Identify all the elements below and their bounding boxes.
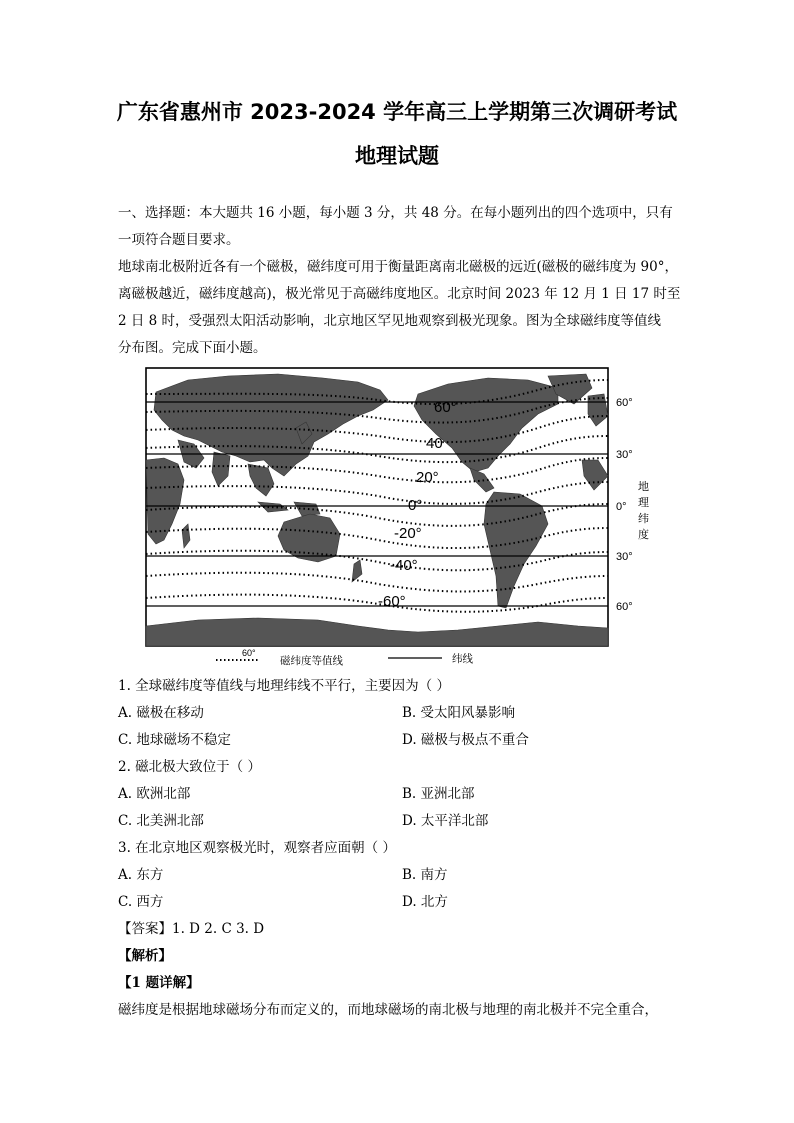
- section-intro-line2: 一项符合题目要求。: [118, 232, 240, 248]
- material-line2: 离磁极越近，磁纬度越高)，极光常见于高磁纬度地区。北京时间 2023 年 12 月 1 日 17 时至: [118, 286, 681, 302]
- axis-title-char2: 理: [638, 496, 649, 509]
- section-intro-line1: 一、选择题：本大题共 16 小题，每小题 3 分，共 48 分。在每小题列出的四个选项中，只有: [118, 205, 673, 221]
- question-1-option-c: C. 地球磁场不稳定: [118, 732, 231, 748]
- magnetic-latitude-map: [118, 364, 678, 670]
- question-3-option-d: D. 北方: [402, 894, 448, 910]
- question-2-stem: 2. 磁北极大致位于（ ）: [118, 759, 261, 775]
- lat-label-0: 0°: [616, 501, 627, 513]
- lat-label-30s: 30°: [616, 551, 633, 563]
- analysis-heading: 【解析】: [118, 948, 172, 964]
- exam-subject: 地理试题: [355, 144, 439, 168]
- detail-heading: 【1 题详解】: [118, 975, 200, 991]
- question-2-option-a: A. 欧洲北部: [118, 786, 191, 802]
- isoline-label-20: 20°: [416, 469, 439, 486]
- legend-solid-label: 纬线: [452, 653, 473, 665]
- question-1-option-d: D. 磁极与极点不重合: [402, 732, 529, 748]
- answer-line: 【答案】1. D 2. C 3. D: [118, 921, 265, 937]
- isoline-label-60: 60°: [434, 399, 457, 416]
- bottom-tick-60: 60°: [242, 648, 256, 658]
- axis-title-char4: 度: [638, 528, 649, 541]
- question-1-option-a: A. 磁极在移动: [118, 705, 204, 721]
- isoline-label-neg40: -40°: [390, 557, 418, 574]
- isoline-label-neg60: -60°: [378, 593, 406, 610]
- question-2-option-c: C. 北美洲北部: [118, 813, 204, 829]
- question-3-option-a: A. 东方: [118, 867, 164, 883]
- question-3-stem: 3. 在北京地区观察极光时，观察者应面朝（ ）: [118, 840, 396, 856]
- isoline-label-neg20: -20°: [394, 525, 422, 542]
- lat-label-30n: 30°: [616, 449, 633, 461]
- material-line4: 分布图。完成下面小题。: [118, 340, 267, 356]
- isoline-label-40: 40: [426, 435, 443, 452]
- question-3-option-c: C. 西方: [118, 894, 164, 910]
- exam-title: 广东省惠州市 2023-2024 学年高三上学期第三次调研考试: [116, 100, 678, 124]
- axis-title-char3: 纬: [638, 512, 649, 525]
- legend-dotted-label: 磁纬度等值线: [280, 655, 343, 667]
- axis-title-char1: 地: [638, 480, 649, 493]
- detail-text: 磁纬度是根据地球磁场分布而定义的，而地球磁场的南北极与地理的南北极并不完全重合，: [118, 1002, 658, 1018]
- material-line1: 地球南北极附近各有一个磁极，磁纬度可用于衡量距离南北磁极的远近(磁极的磁纬度为 90°，: [118, 259, 678, 275]
- question-2-option-b: B. 亚洲北部: [402, 786, 475, 802]
- question-1-stem: 1. 全球磁纬度等值线与地理纬线不平行，主要因为（ ）: [118, 678, 450, 694]
- question-2-option-d: D. 太平洋北部: [402, 813, 489, 829]
- question-1-option-b: B. 受太阳风暴影响: [402, 705, 516, 721]
- material-line3: 2 日 8 时，受强烈太阳活动影响，北京地区罕见地观察到极光现象。图为全球磁纬度等值线: [118, 313, 662, 329]
- lat-label-60n: 60°: [616, 397, 633, 409]
- isoline-label-0: 0°: [408, 497, 423, 514]
- lat-label-60s: 60°: [616, 601, 633, 613]
- question-3-option-b: B. 南方: [402, 867, 448, 883]
